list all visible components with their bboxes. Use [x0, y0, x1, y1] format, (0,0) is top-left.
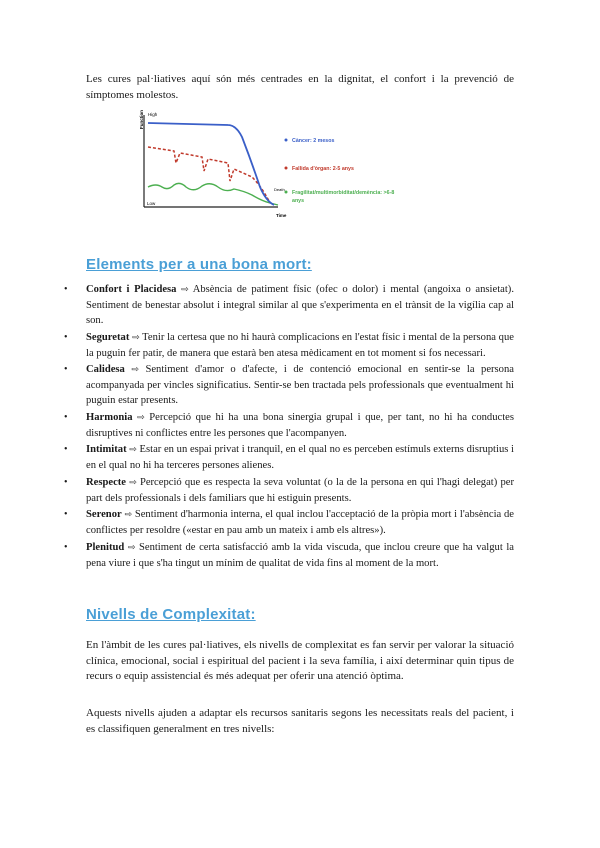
low-label: Low [147, 201, 156, 206]
element-term: Calidesa [86, 364, 125, 375]
list-item [64, 475, 514, 506]
legend-organ-failure-label: Fallida d'òrgan: 2-5 anys [292, 166, 354, 172]
arrow-icon: ⇨ [124, 510, 133, 520]
element-description: Percepció que hi ha una bona sinergia grupal i que, per tant, no hi ha conductes disruptives ni conflictes entre les persones que l'acompanyen. [86, 411, 514, 439]
legend-cancer-label: Càncer: 2 mesos [292, 138, 335, 144]
element-term: Seguretat [86, 331, 130, 343]
element-term: Serenor [86, 509, 122, 520]
bullet-icon: • [64, 476, 68, 488]
section-heading-elements: Elements per a una bona mort: [86, 256, 312, 273]
high-label: High [148, 112, 158, 117]
element-description: Sentiment d'amor o d'afecte, i de contenció emocional en sentir-se la persona acompanyada per vincles significatius. Sentir-se ben tractada pels professionals que eventualment hi puguin estar presents. [86, 364, 514, 406]
list-item [64, 330, 514, 361]
legend-frailty-label-cont: anys [292, 198, 305, 204]
intro-paragraph: Les cures pal·liatives aquí són més centrades en la dignitat, el confort i la prevenció de símptomes molestos. [86, 73, 514, 101]
list-item [64, 507, 514, 538]
arrow-icon: ⇨ [127, 542, 136, 553]
element-term: Confort i Placidesa [86, 284, 177, 295]
levels-paragraph: Aquests nivells ajuden a adaptar els recursos sanitaris segons les necessitats reals del pacient, i es classifiquen generalment en tres nivells: [86, 707, 514, 735]
arrow-icon: ⇨ [129, 445, 137, 455]
element-term: Harmonia [86, 411, 133, 423]
list-item [64, 410, 514, 441]
complexity-paragraph: En l'àmbit de les cures pal·liatives, els nivells de complexitat es fan servir per valorar la situació clínica, emocional, social i espiritual del pacient i la seva família, i així determinar quin tipus de recurs o equip assistencial és més adequat per oferir una atenció òptima. [86, 639, 514, 682]
legend-frailty-label: Fragilitat/multimorbiditat/demència: >6-8 [292, 190, 395, 196]
bullet-icon: • [64, 411, 68, 423]
element-description: Percepció que es respecta la seva voluntat (o la de la persona en qui l'hagi delegat) per part dels professionals i dels familiars que hi estiguin presents. [86, 476, 514, 504]
element-description: Sentiment d'harmonia interna, el qual inclou l'acceptació de la pròpia mort i l'absència de conflictes per resoldre («estar en pau amb un mateix i amb els altres»). [86, 509, 514, 536]
elements-list [64, 282, 514, 572]
legend-cancer-marker [285, 139, 288, 142]
list-item [64, 540, 514, 571]
element-description: Estar en un espai privat i tranquil, en el qual no es perceben estímuls externs disruptius i en el qual no hi ha terceres persones alienes. [86, 444, 514, 471]
bullet-icon: • [64, 541, 68, 553]
section-heading-complexity: Nivells de Complexitat: [86, 606, 256, 623]
x-axis-label: Time [276, 213, 287, 218]
arrow-icon: ⇨ [137, 412, 145, 423]
trajectory-figure [128, 107, 395, 220]
death-label: Death [274, 187, 285, 192]
legend-organ-failure-marker [285, 167, 288, 170]
element-description: Tenir la certesa que no hi haurà complicacions en l'estat físic i mental de la persona que la puguin fer patir, de manera que estarà ben atesa mèdicament en tot moment si fos necessari. [86, 331, 514, 359]
arrow-icon: ⇨ [131, 365, 139, 375]
arrow-icon: ⇨ [132, 332, 140, 343]
bullet-icon: • [64, 284, 68, 295]
arrow-icon: ⇨ [129, 477, 137, 488]
element-term: Respecte [86, 476, 127, 488]
list-item [64, 282, 514, 328]
y-axis-label: Function [139, 110, 144, 129]
legend-frailty-marker [285, 191, 288, 194]
bullet-icon: • [64, 444, 68, 455]
list-item [64, 362, 514, 408]
arrow-icon: ⇨ [181, 285, 189, 295]
bullet-icon: • [64, 364, 68, 375]
element-description: Absència de patiment físic (ofec o dolor) i mental (angoixa o ansietat). Sentiment de benestar absolut i integral similar al que s'experimenta en el trànsit de la vigília cap al son. [86, 284, 514, 326]
element-term: Plenitud [86, 541, 125, 553]
list-item [64, 442, 514, 473]
element-description: Sentiment de certa satisfacció amb la vida viscuda, que inclou creure que ha valgut la pena viure i que s'ha tingut un mínim de qualitat de vida fins al moment de la mort. [86, 541, 514, 569]
element-term: Intimitat [86, 444, 127, 455]
bullet-icon: • [64, 509, 68, 520]
bullet-icon: • [64, 331, 68, 343]
